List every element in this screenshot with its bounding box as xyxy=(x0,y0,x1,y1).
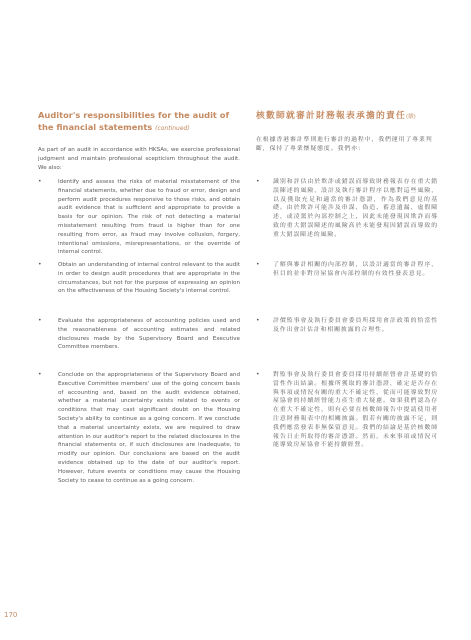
bullet-text: 對監事會及執行委員會委員採用持續經營會計基礎的恰當性作出結論。根據所獲取的審計憑證，確定是否存在與事項或情況有關的重大不確定性，從而可能導致對房屋協會的持續經營能力產生重大疑慮。如果我們認為存在重大不確定性，則有必要在核數師報告中提請使用者注意財務報表中的相關披露。假若有關的披露不足，則我們應當發表非無保留意見。我們的結論是基於核數師報告日止所取得的審計憑證。然而，未來事項或情況可能導致房屋協會不能持續經營。 xyxy=(273,372,438,449)
continued-label-en: (continued) xyxy=(155,124,190,132)
section-heading-zh xyxy=(256,110,438,123)
bullet-icon: • xyxy=(256,371,261,378)
heading-text-en: Auditor's responsibilities for the audit of the financial statements xyxy=(38,110,230,132)
bullet-text: 了解與審計相關的內部控制，以設計適當的審計程序，但目的並非對房屋協會內部控制的有效性發表意見。 xyxy=(273,262,438,277)
bullet-icon: • xyxy=(38,371,42,378)
bullet-icon: • xyxy=(38,261,42,268)
bullet-icon: • xyxy=(38,178,42,185)
chinese-column xyxy=(256,110,438,154)
bullet-text: Obtain an understanding of internal control relevant to the audit in order to design audit procedures that are appropriate in the circumstances, but not for the purpose of expressing an opinion on the effectiveness of the Housing Society's internal control. xyxy=(58,262,240,295)
list-item xyxy=(38,261,240,296)
section-heading-en xyxy=(38,110,240,134)
list-item xyxy=(38,178,240,257)
list-item xyxy=(256,178,438,240)
list-item xyxy=(256,371,438,450)
bullet-text: Conclude on the appropriateness of the Supervisory Board and Executive Committee members' use of the going concern basis of accounting and, based on the audit evidence obtained, whether a material uncertainty exists related to events or conditions that may cast significant doubt on the Housing Society's ability to continue as a going concern. If we conclude that a material uncertainty exists, we are required to draw attention in our auditor's report to the related disclosures in the financial statements or, if such disclosures are inadequate, to modify our opinion. Our conclusions are based on the audit evidence obtained up to the date of our auditor's report. However, future events or conditions may cause the Housing Society to cease to continue as a going concern. xyxy=(58,372,240,484)
bullet-icon: • xyxy=(38,317,42,324)
heading-text-zh: 核數師就審計財務報表承擔的責任 xyxy=(256,111,406,121)
bullet-text: Evaluate the appropriateness of accounting policies used and the reasonableness of accounting estimates and related disclosures made by the Supervisory Board and Executive Committee members. xyxy=(58,318,240,351)
intro-paragraph-zh: 在根據香港審計準則進行審計的過程中，我們運用了專業判斷，保持了專業懷疑態度。我們亦： xyxy=(256,137,433,152)
bullet-text: 識別和評估由於欺詐或錯誤而導致財務報表存在重大錯誤陳述的風險，設計及執行審計程序以應對這些風險，以及獲取充足和適當的審計憑證，作為我們意見的基礎。由於欺詐可能涉及串謀、偽造、蓄意遺漏、虛假陳述，或凌駕於內部控制之上，因此未能發現因欺詐而導致的重大錯誤陳述的風險高於未能發現因錯誤而導致的重大錯誤陳述的風險。 xyxy=(273,179,438,238)
list-item xyxy=(38,371,240,485)
list-item xyxy=(256,317,438,335)
english-column xyxy=(38,110,240,172)
intro-paragraph-en: As part of an audit in accordance with HKSAs, we exercise professional judgment and maintain professional scepticism throughout the audit. We also: xyxy=(38,147,240,171)
bullet-icon: • xyxy=(256,178,261,185)
list-item xyxy=(38,317,240,352)
bullet-text: 評價監事會及執行委員會委員所採用會計政策的恰當性及作出會計估計和相關披露的合理性。 xyxy=(273,318,438,333)
bullet-text: Identify and assess the risks of material misstatement of the financial statements, whether due to fraud or error, design and perform audit procedures responsive to those risks, and obtain audit evidence that is sufficient and appropriate to provide a basis for our opinion. The risk of not detecting a material misstatement resulting from fraud is higher than for one resulting from error, as fraud may involve collusion, forgery, intentional omissions, misrepresentations, or the override of internal control. xyxy=(58,179,240,256)
list-item xyxy=(256,261,438,279)
bullet-icon: • xyxy=(256,261,261,268)
bullet-icon: • xyxy=(256,317,261,324)
page-number: 170 xyxy=(4,611,18,619)
continued-label-zh: (續) xyxy=(405,114,416,120)
